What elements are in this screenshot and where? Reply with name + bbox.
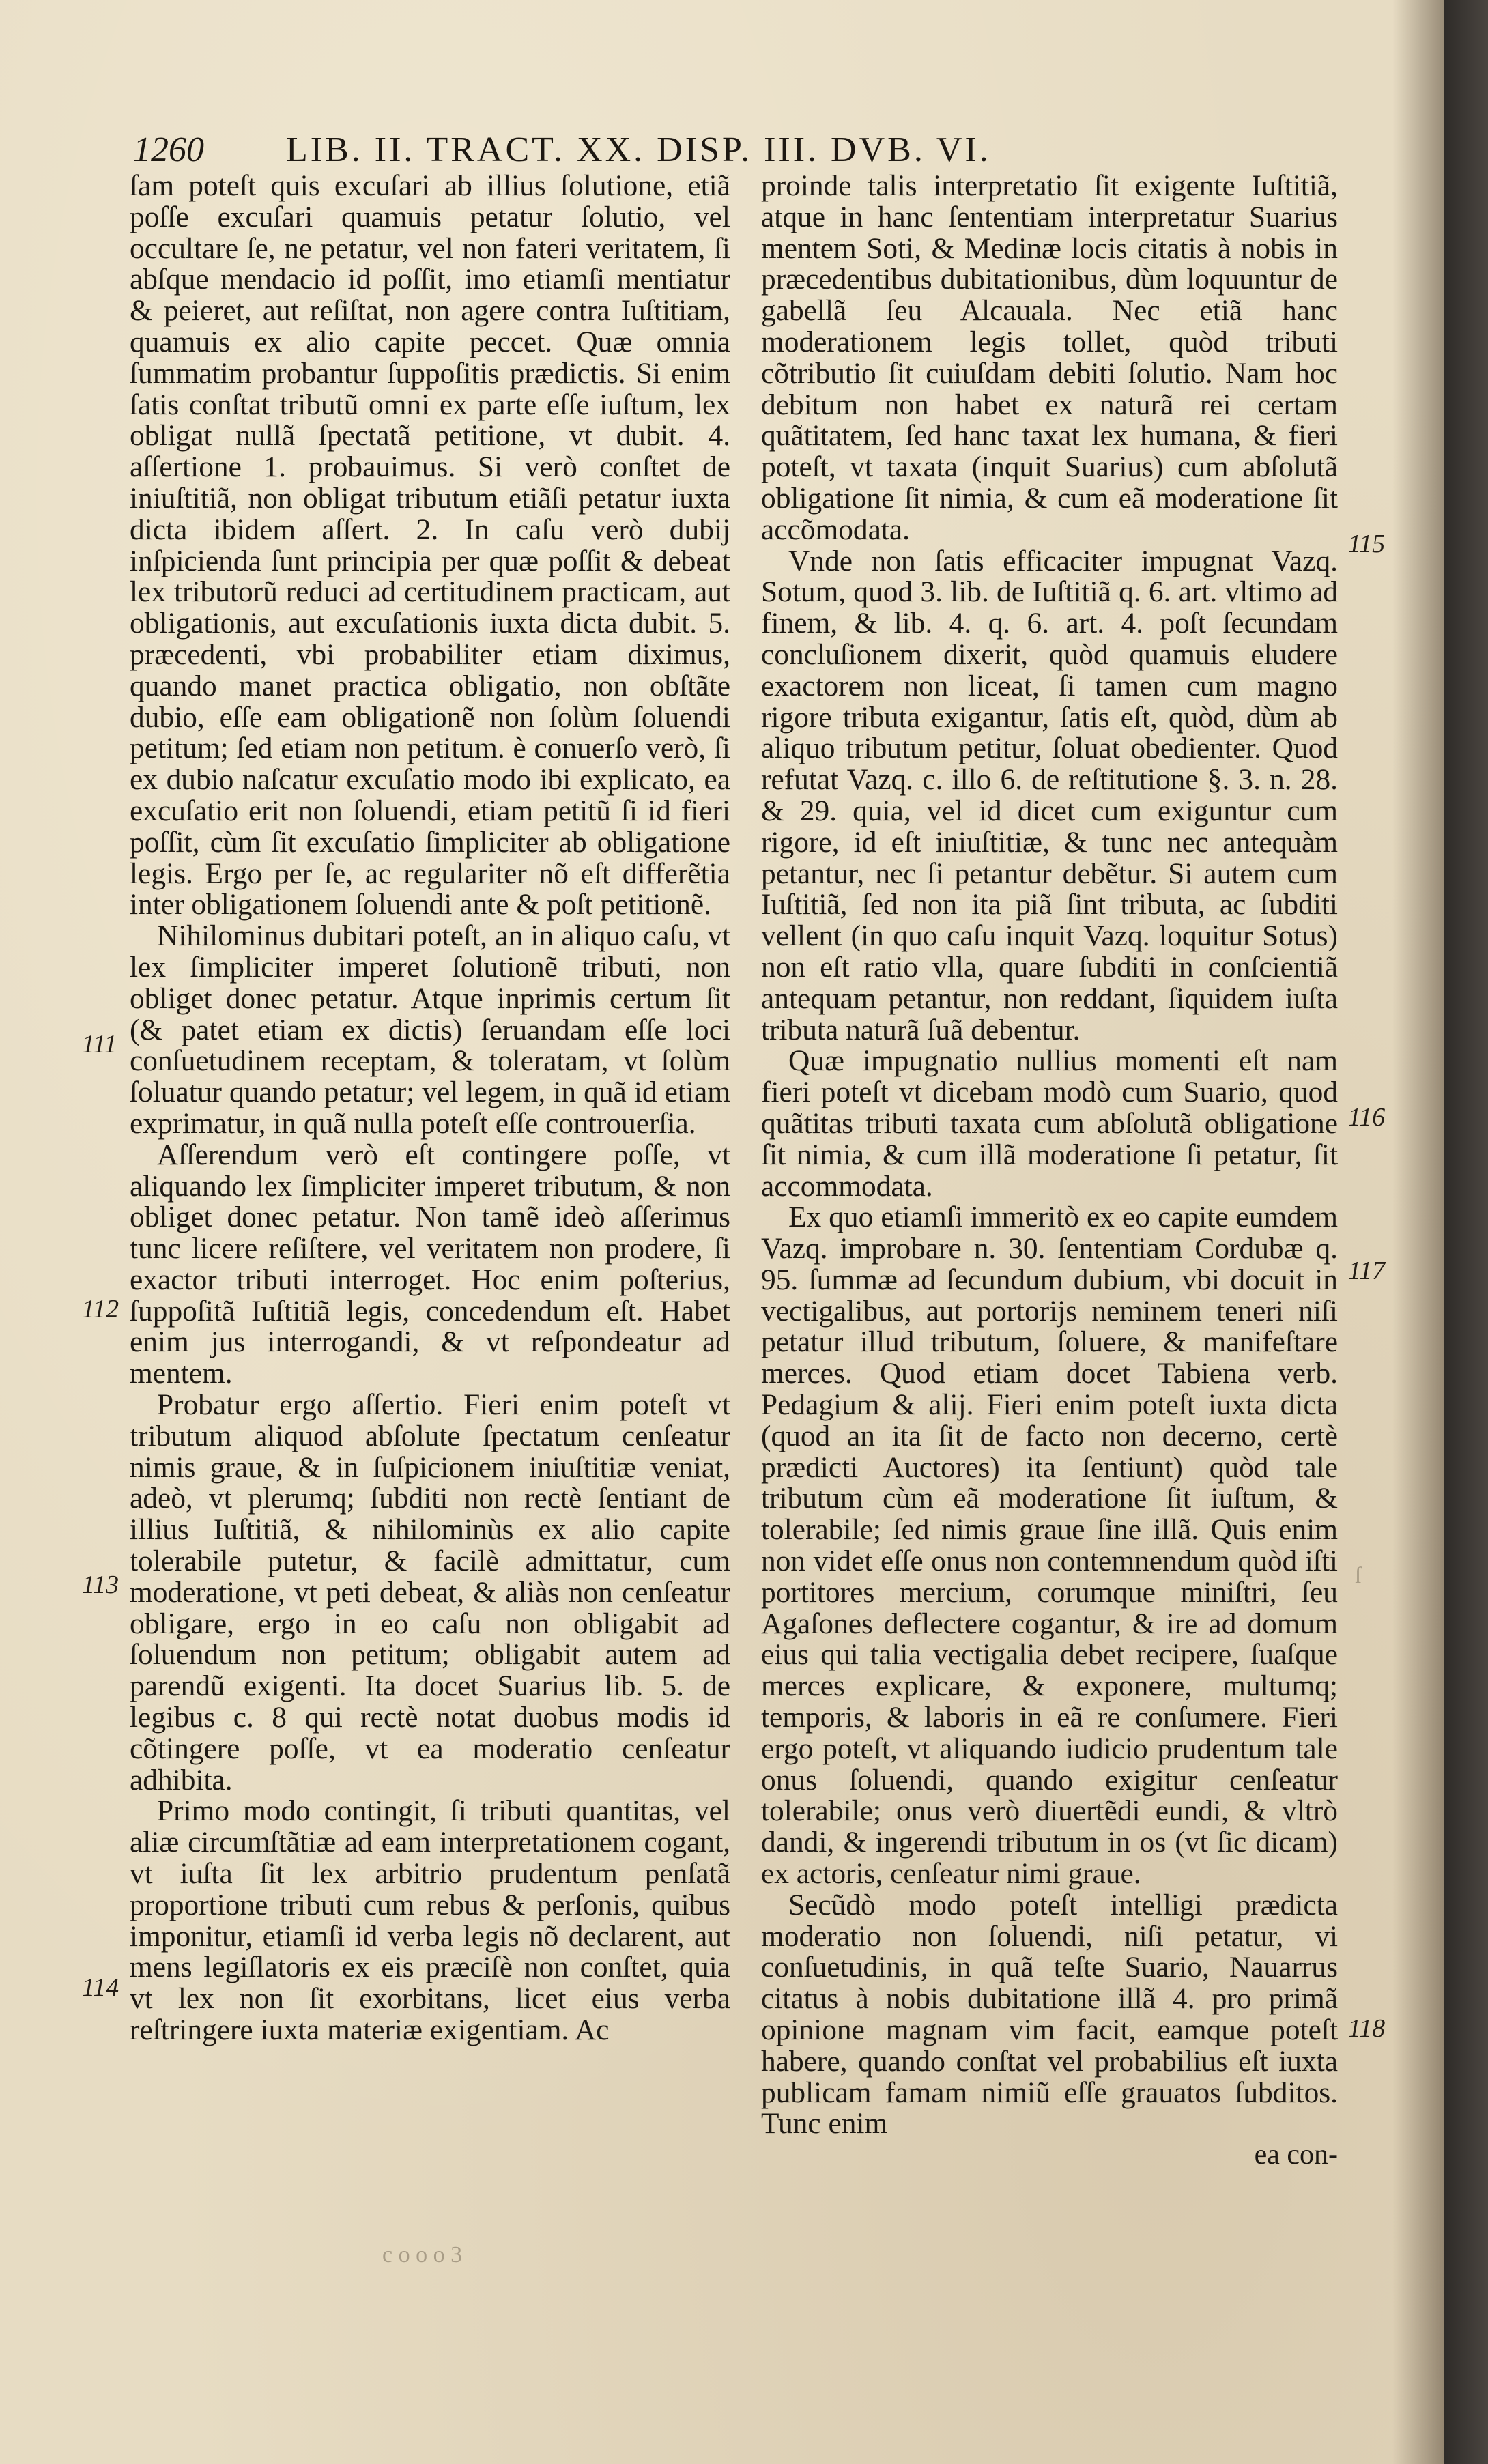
margin-number: 117 <box>1348 1257 1386 1285</box>
catchword: ea con- <box>1254 2139 1338 2171</box>
show-through-mark: c o o o 3 <box>382 2242 463 2267</box>
page-number: 1260 <box>133 130 204 169</box>
paragraph: Primo modo contingit, ſi tributi quantitas, vel aliæ circumſtãtiæ ad eam interpretationem cogant, vt iuſta ſit lex arbitrio prudentum penſatã proportione tributi cum rebus & perſonis, quibus imponitur, etiamſi id verba legis nõ declarent, aut mens legiſlatoris ex eis præciſè non conſtet, quia vt lex non ſit exorbitans, licet eius verba reſtringere iuxta materiæ exigentiam. Ac <box>130 1794 730 2047</box>
paragraph: Probatur ergo aſſertio. Fieri enim poteſt vt tributum aliquod abſolute ſpectatum cenſeatur nimis graue, & in ſuſpicionem iniuſtitiæ veniat, adeò, vt plerumq; ſubditi non rectè ſentiant de illius Iuſtitiã, & nihilominùs ex alio capite tolerabile putetur, & facilè admittatur, cum moderatione, vt peti debeat, & aliàs non cenſeatur obligare, ergo in eo caſu non obligabit ad ſoluendum non petitum; obligabit autem ad parendũ exigenti. Ita docet Suarius lib. 5. de legibus c. 8 qui rectè notat duobus modis id cõtingere poſſe, vt ea moderatio cenſeatur adhibita. <box>130 1388 730 1796</box>
margin-number: 115 <box>1348 530 1386 558</box>
margin-number: 112 <box>82 1295 119 1323</box>
margin-number: 113 <box>82 1571 119 1599</box>
running-title: LIB. II. TRACT. XX. DISP. III. DVB. VI. <box>286 130 991 169</box>
paragraph: Quæ impugnatio nullius momenti eſt nam fieri poteſt vt dicebam modò cum Suario, quod quãtitas tributi taxata cum abſolutã obligatione ſit nimia, & cum illã moderatione ſi petatur, ſit accommodata. <box>761 1044 1338 1203</box>
running-head <box>133 130 1198 170</box>
binding-gutter <box>1392 0 1444 2464</box>
paragraph: Aſſerendum verò eſt contingere poſſe, vt aliquando lex ſimpliciter imperet tributum, & non obliget donec petatur. Non tamẽ ideò aſſerimus tunc licere reſiſtere, vel veritatem non prodere, ſi exactor tributi interroget. Hoc enim poſterius, ſuppoſitã Iuſtitiã legis, concedendum eſt. Habet enim jus interrogandi, & vt reſpondeatur ad mentem. <box>130 1138 730 1390</box>
paragraph: ſam poteſt quis excuſari ab illius ſolutione, etiã poſſe excuſari quamuis petatur ſolutio, vel occultare ſe, ne petatur, vel non fateri veritatem, ſi abſque mendacio id poſſit, imo etiamſi mentiatur & peieret, aut reſiſtat, non agere contra Iuſtitiam, quamuis ex alio capite peccet. Quæ omnia ſummatim probantur ſuppoſitis prædictis. Si enim ſatis conſtat tributũ omni ex parte eſſe iuſtum, lex obligat nullã ſpectatã petitione, vt dubit. 4. aſſertione 1. probauimus. Si verò conſtet de iniuſtitiã, non obligat tributum etiãſi petatur iuxta dicta ibidem aſſert. 2. In caſu verò dubij inſpicienda ſunt principia per quæ poſſit & debeat lex tributorũ reduci ad certitudinem practicam, aut obligationis, aut excuſationis iuxta dicta dubit. 5. præcedenti, vbi probabiliter etiam diximus, quando manet practica obligatio, non obſtãte dubio, eſſe eam obligationẽ non ſolùm ſoluendi petitum; ſed etiam non petitum. è conuerſo verò, ſi ex dubio naſcatur excuſatio modo ibi explicato, ea excuſatio erit non ſoluendi, etiam petitũ ſi id fieri poſſit, cùm ſit excuſatio ſimpliciter ab obligatione legis. Ergo per ſe, ac regulariter nõ eſt differẽtia inter obligationem ſoluendi ante & poſt petitionẽ. <box>130 169 730 921</box>
margin-number: 118 <box>1348 2014 1386 2043</box>
page-edge <box>1444 0 1488 2464</box>
margin-number: 111 <box>82 1030 117 1059</box>
paragraph: Ex quo etiamſi immeritò ex eo capite eumdem Vazq. improbare n. 30. ſententiam Cordubæ q. 95. ſummæ ad ſecundum dubium, vbi docuit in vectigalibus, aut portorijs neminem teneri niſi petatur illud tributum, ſoluere, & manifeſtare merces. Quod etiam docet Tabiena verb. Pedagium & alij. Fieri enim poteſt iuxta dicta (quod an ita ſit de facto non decerno, certè prædicti Auctores) ita ſentiunt) quòd tale tributum cùm eã moderatione ſit iuſtum, & tolerabile; ſed nimis graue ſine illã. Quis enim non videt eſſe onus non contemnendum quòd iſti portitores mercium, corumque miniſtri, ſeu Agaſones deflectere cogantur, & ire ad domum eius qui talia vectigalia debet recipere, ſuaſque merces explicare, & exponere, multumq; temporis, & laboris in eã re conſumere. Fieri ergo poteſt, vt aliquando iudicio prudentum tale onus ſoluendi, quando exigitur cenſeatur tolerabile; onus verò diuertẽdi eundi, & vltrò dandi, & ingerendi tributum in os (vt ſic dicam) ex actoris, cenſeatur nimi graue. <box>761 1201 1338 1891</box>
paragraph: proinde talis interpretatio ſit exigente Iuſtitiã, atque in hanc ſententiam interpretatur Suarius mentem Soti, & Medinæ locis citatis à nobis in præcedentibus dubitationibus, dùm loquuntur de gabellã ſeu Alcauala. Nec etiã hanc moderationem legis tollet, quòd tributi cõtributio ſit cuiuſdam debiti ſolutio. Nam hoc debitum non habet ex naturã rei certam quãtitatem, ſed hanc taxat lex humana, & fieri poteſt, vt taxata (inquit Suarius) cum abſolutã obligatione ſit nimia, & cum eã moderatione ſit accõmodata. <box>761 169 1338 546</box>
margin-number: 114 <box>82 1973 119 2002</box>
left-column <box>130 171 730 2046</box>
paragraph: Vnde non ſatis efficaciter impugnat Vazq. Sotum, quod 3. lib. de Iuſtitiã q. 6. art. vltimo ad finem, & lib. 4. q. 6. art. 4. poſt ſecundam concluſionem dixerit, quòd quamuis eludere exactorem non liceat, ſi tamen cum magno rigore tributa exigantur, ſatis eſt, quòd, dùm ab aliquo tributum petitur, ſoluat obedienter. Quod refutat Vazq. c. illo 6. de reſtitutione §. 3. n. 28. & 29. quia, vel id dicet cum exiguntur cum rigore, id eſt iniuſtitiæ, & tunc nec antequàm petantur, nec ſi petantur debẽtur. Si autem cum Iuſtitiã, ſed non ita piã ſint tributa, ac ſubditi vellent (in quo caſu inquit Vazq. loquitur Sotus) non eſt ratio vlla, quare ſubditi in conſcientiã antequam petantur, non reddant, ſiquidem iuſta tributa naturã ſuã debentur. <box>761 544 1338 1046</box>
paragraph: Nihilominus dubitari poteſt, an in aliquo caſu, vt lex ſimpliciter imperet ſolutionẽ tributi, non obliget donec petatur. Atque inprimis certum ſit (& patet etiam ex dictis) ſeruandam eſſe loci conſuetudinem receptam, & toleratam, vt ſolùm ſoluatur quando petatur; vel legem, in quã id etiam exprimatur, in quã nulla poteſt eſſe controuerſia. <box>130 919 730 1140</box>
paragraph: Secũdò modo poteſt intelligi prædicta moderatio non ſoluendi, niſi petatur, vi conſuetudinis, in quã teſte Suario, Nauarrus citatus à nobis dubitatione illã 4. pro primã opinione magnam vim facit, eamque poteſt habere, quando conſtat vel probabilius eſt iuxta publicam famam nimiũ eſſe grauatos ſubditos. Tunc enim <box>761 1888 1338 2140</box>
margin-number: 116 <box>1348 1103 1386 1132</box>
show-through-mark: ſ <box>1355 1563 1362 1588</box>
right-column <box>761 171 1338 2171</box>
